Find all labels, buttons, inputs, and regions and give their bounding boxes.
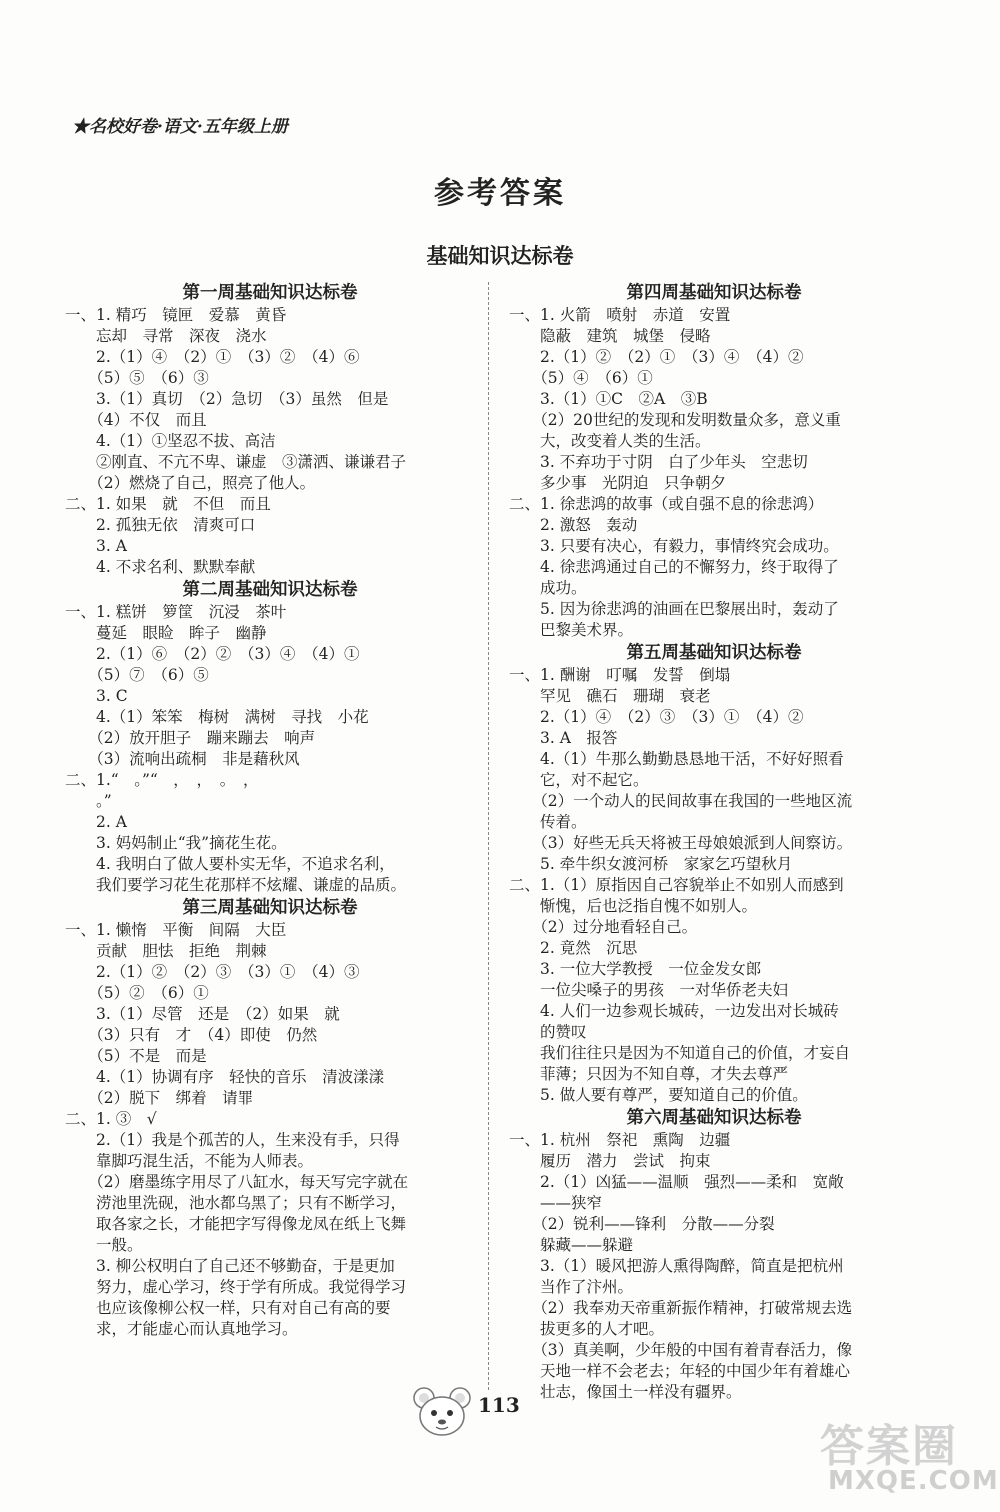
series-header: ★名校好卷·语文·五年级上册 bbox=[72, 117, 288, 137]
section-week-1 bbox=[65, 281, 475, 578]
section-title: 第五周基础知识达标卷 bbox=[626, 643, 802, 663]
answer-line: 4.（1）协调有序 轻快的音乐 清波漾漾 bbox=[65, 1068, 385, 1086]
watermark-url: MXQE.COM bbox=[828, 1466, 999, 1496]
section-week-6 bbox=[509, 1106, 919, 1403]
answer-line: 2.（1）⑥ （2）② （3）④ （4）① bbox=[65, 645, 360, 663]
answer-line: 3. A bbox=[65, 537, 127, 555]
answer-line: 5. 牵牛织女渡河桥 家家乞巧望秋月 bbox=[509, 855, 793, 873]
section-title: 第一周基础知识达标卷 bbox=[182, 283, 358, 303]
answer-line: 3. 柳公权明白了自己还不够勤奋，于是更加 bbox=[65, 1257, 395, 1275]
answer-line: 2. A bbox=[65, 813, 127, 831]
answer-line: 一、1. 杭州 祭祀 熏陶 边疆 bbox=[509, 1131, 731, 1149]
answer-line: （2）锐利——锋利 分散——分裂 bbox=[509, 1215, 775, 1233]
answer-line: （2）我奉劝天帝重新振作精神，打破常规去选 bbox=[509, 1299, 853, 1317]
answer-line: 4. 不求名利、默默奉献 bbox=[65, 558, 256, 576]
page-footer bbox=[410, 1384, 530, 1444]
section-title: 第二周基础知识达标卷 bbox=[182, 580, 358, 600]
answer-line: 2.（1）② （2）① （3）④ （4）② bbox=[509, 348, 804, 366]
answer-line: 多少事 光阴迫 只争朝夕 bbox=[509, 474, 727, 492]
answer-line: 巴黎美术界。 bbox=[509, 621, 634, 639]
answer-line: ②刚直、不亢不卑、谦虚 ③潇洒、谦谦君子 bbox=[65, 453, 407, 471]
answer-line: 4. 徐悲鸿通过自己的不懈努力，终于取得了 bbox=[509, 558, 839, 576]
answer-line: 传着。 bbox=[509, 813, 587, 831]
answer-line: 当作了汴州。 bbox=[509, 1278, 634, 1296]
answer-line: 大，改变着人类的生活。 bbox=[509, 432, 711, 450]
answer-line: 二、1.“ 。”“ ， ， 。 ， bbox=[65, 771, 259, 789]
answer-line: 3. 只要有决心，有毅力，事情终究会成功。 bbox=[509, 537, 839, 555]
answer-line: 它，对不起它。 bbox=[509, 771, 649, 789]
answer-line: 壮志，像国土一样没有疆界。 bbox=[509, 1383, 742, 1401]
answer-line: 拔更多的人才吧。 bbox=[509, 1320, 665, 1338]
answer-line: 躲藏——躲避 bbox=[509, 1236, 634, 1254]
answer-line: 二、1.（1）原指因自己容貌举止不如别人而感到 bbox=[509, 876, 844, 894]
answer-line: 2.（1）我是个孤苦的人，生来没有手，只得 bbox=[65, 1131, 400, 1149]
left-column bbox=[65, 281, 475, 1340]
mascot-icon bbox=[410, 1384, 476, 1442]
answer-line: （2）20世纪的发现和发明数量众多，意义重 bbox=[509, 411, 841, 429]
answer-line: （4）不仅 而且 bbox=[65, 411, 207, 429]
answer-line: 3.（1）暖风把游人熏得陶醉，简直是把杭州 bbox=[509, 1257, 844, 1275]
answer-line: 靠脚巧混生活，不能为人师表。 bbox=[65, 1152, 314, 1170]
answer-line: 一般。 bbox=[65, 1236, 143, 1254]
section-week-3 bbox=[65, 896, 475, 1340]
watermark bbox=[820, 1410, 999, 1500]
answer-line: 4.（1）笨笨 梅树 满树 寻找 小花 bbox=[65, 708, 369, 726]
answer-line: 2.（1）④ （2）① （3）② （4）⑥ bbox=[65, 348, 360, 366]
answer-line: 涝池里洗砚，池水都乌黑了；只有不断学习， bbox=[65, 1194, 407, 1212]
answer-line: 3.（1）尽管 还是 （2）如果 就 bbox=[65, 1005, 340, 1023]
answer-line: 菲薄；只因为不知自尊，才失去尊严 bbox=[509, 1065, 789, 1083]
section-title: 第四周基础知识达标卷 bbox=[626, 283, 802, 303]
answer-line: 努力，虚心学习，终于学有所成。我觉得学习 bbox=[65, 1278, 407, 1296]
answer-line: （5）不是 而是 bbox=[65, 1047, 207, 1065]
answer-line: 取各家之长，才能把字写得像龙凤在纸上飞舞 bbox=[65, 1215, 407, 1233]
answer-line: 3. A 报答 bbox=[509, 729, 618, 747]
answer-line: 3. 妈妈制止“我”摘花生花。 bbox=[65, 834, 287, 852]
answer-line: 履历 潜力 尝试 拘束 bbox=[509, 1152, 711, 1170]
answer-line: 2.（1）凶猛——温顺 强烈——柔和 宽敞 bbox=[509, 1173, 844, 1191]
answer-line: 一、1. 酬谢 叮嘱 发誓 倒塌 bbox=[509, 666, 731, 684]
answer-line: 求，才能虚心而认真地学习。 bbox=[65, 1320, 298, 1338]
answer-line: 2. 孤独无依 清爽可口 bbox=[65, 516, 256, 534]
answer-line: 一位尖嗓子的男孩 一对华侨老夫妇 bbox=[509, 981, 789, 999]
answer-line: 5. 做人要有尊严，要知道自己的价值。 bbox=[509, 1086, 808, 1104]
answer-line: 贡献 胆怯 拒绝 荆棘 bbox=[65, 942, 267, 960]
answer-line: （2）磨墨练字用尽了八缸水，每天写完字就在 bbox=[65, 1173, 409, 1191]
section-title: 第六周基础知识达标卷 bbox=[626, 1108, 802, 1128]
answer-line: （3）只有 才 （4）即使 仍然 bbox=[65, 1026, 318, 1044]
answer-line: 2. 竟然 沉思 bbox=[509, 939, 638, 957]
right-column bbox=[509, 281, 919, 1403]
answer-line: （2）过分地看轻自己。 bbox=[509, 918, 698, 936]
answer-line: 4.（1）牛那么勤勤恳恳地干活，不好好照看 bbox=[509, 750, 844, 768]
answer-line: 一、1. 精巧 镜匣 爱慕 黄昏 bbox=[65, 306, 287, 324]
answer-line: （5）② （6）① bbox=[65, 984, 209, 1002]
answer-line: （5）④ （6）① bbox=[509, 369, 653, 387]
answer-line: 我们要学习花生花那样不炫耀、谦虚的品质。 bbox=[65, 876, 407, 894]
answer-line: 3.（1）①C ②A ③B bbox=[509, 390, 708, 408]
answer-line: 2.（1）④ （2）③ （3）① （4）② bbox=[509, 708, 804, 726]
answer-line: 的赞叹 bbox=[509, 1023, 587, 1041]
section-title: 第三周基础知识达标卷 bbox=[182, 898, 358, 918]
answer-line: （3）好些无兵天将被王母娘娘派到人间察访。 bbox=[509, 834, 853, 852]
answer-line: 天地一样不会老去；年轻的中国少年有着雄心 bbox=[509, 1362, 851, 1380]
answer-line: 我们往往只是因为不知道自己的价值，才妄自 bbox=[509, 1044, 851, 1062]
answer-line: 惭愧，后也泛指自愧不如别人。 bbox=[509, 897, 758, 915]
answer-line: 5. 因为徐悲鸿的油画在巴黎展出时，轰动了 bbox=[509, 600, 839, 618]
answer-line: 一、1. 懒惰 平衡 间隔 大臣 bbox=[65, 921, 287, 939]
page-subtitle: 基础知识达标卷 bbox=[426, 244, 574, 268]
answer-line: 3. 不弃功于寸阴 白了少年头 空悲切 bbox=[509, 453, 808, 471]
answer-line: 3.（1）真切 （2）急切 （3）虽然 但是 bbox=[65, 390, 389, 408]
answer-line: 2.（1）② （2）③ （3）① （4）③ bbox=[65, 963, 360, 981]
answer-line: 4. 人们一边参观长城砖，一边发出对长城砖 bbox=[509, 1002, 839, 1020]
answer-line: （2）一个动人的民间故事在我国的一些地区流 bbox=[509, 792, 853, 810]
answer-line: 3. 一位大学教授 一位金发女郎 bbox=[509, 960, 762, 978]
answer-line: 一、1. 火箭 喷射 赤道 安置 bbox=[509, 306, 731, 324]
answer-line: 罕见 礁石 珊瑚 衰老 bbox=[509, 687, 711, 705]
answer-line: 蔓延 眼睑 眸子 幽静 bbox=[65, 624, 267, 642]
answer-line: 忘却 寻常 深夜 浇水 bbox=[65, 327, 267, 345]
answer-line: （2）放开胆子 蹦来蹦去 响声 bbox=[65, 729, 316, 747]
section-week-2 bbox=[65, 578, 475, 896]
answer-line: （3）真美啊，少年般的中国有着青春活力，像 bbox=[509, 1341, 853, 1359]
answer-line: 隐蔽 建筑 城堡 侵略 bbox=[509, 327, 711, 345]
answer-line: 2. 激怒 轰动 bbox=[509, 516, 638, 534]
answer-line: 3. C bbox=[65, 687, 128, 705]
column-divider bbox=[488, 282, 489, 1390]
answer-line: （3）流响出疏桐 非是藉秋风 bbox=[65, 750, 300, 768]
page-number: 113 bbox=[478, 1393, 520, 1417]
answer-line: 二、1. ③ √ bbox=[65, 1110, 157, 1128]
section-week-5 bbox=[509, 641, 919, 1106]
answer-line: 4. 我明白了做人要朴实无华，不追求名利， bbox=[65, 855, 395, 873]
answer-line: （5）⑦ （6）⑤ bbox=[65, 666, 209, 684]
answer-line: ——狭窄 bbox=[509, 1194, 603, 1212]
answer-line: 一、1. 糕饼 箩筐 沉浸 茶叶 bbox=[65, 603, 287, 621]
answer-line: 也应该像柳公权一样，只有对自己有高的要 bbox=[65, 1299, 391, 1317]
page-title: 参考答案 bbox=[434, 176, 566, 211]
answer-line: 成功。 bbox=[509, 579, 587, 597]
answer-line: （2）脱下 绑着 请罪 bbox=[65, 1089, 254, 1107]
answer-line: （5）⑤ （6）③ bbox=[65, 369, 209, 387]
answer-line: 4.（1）①坚忍不拔、高洁 bbox=[65, 432, 276, 450]
section-week-4 bbox=[509, 281, 919, 641]
watermark-logo-text: 答案圈 bbox=[820, 1421, 958, 1472]
answer-line: 二、1. 如果 就 不但 而且 bbox=[65, 495, 271, 513]
answer-line: 二、1. 徐悲鸿的故事（或自强不息的徐悲鸿） bbox=[509, 495, 824, 513]
answer-line: 。” bbox=[65, 792, 112, 810]
answer-line: （2）燃烧了自己，照亮了他人。 bbox=[65, 474, 316, 492]
